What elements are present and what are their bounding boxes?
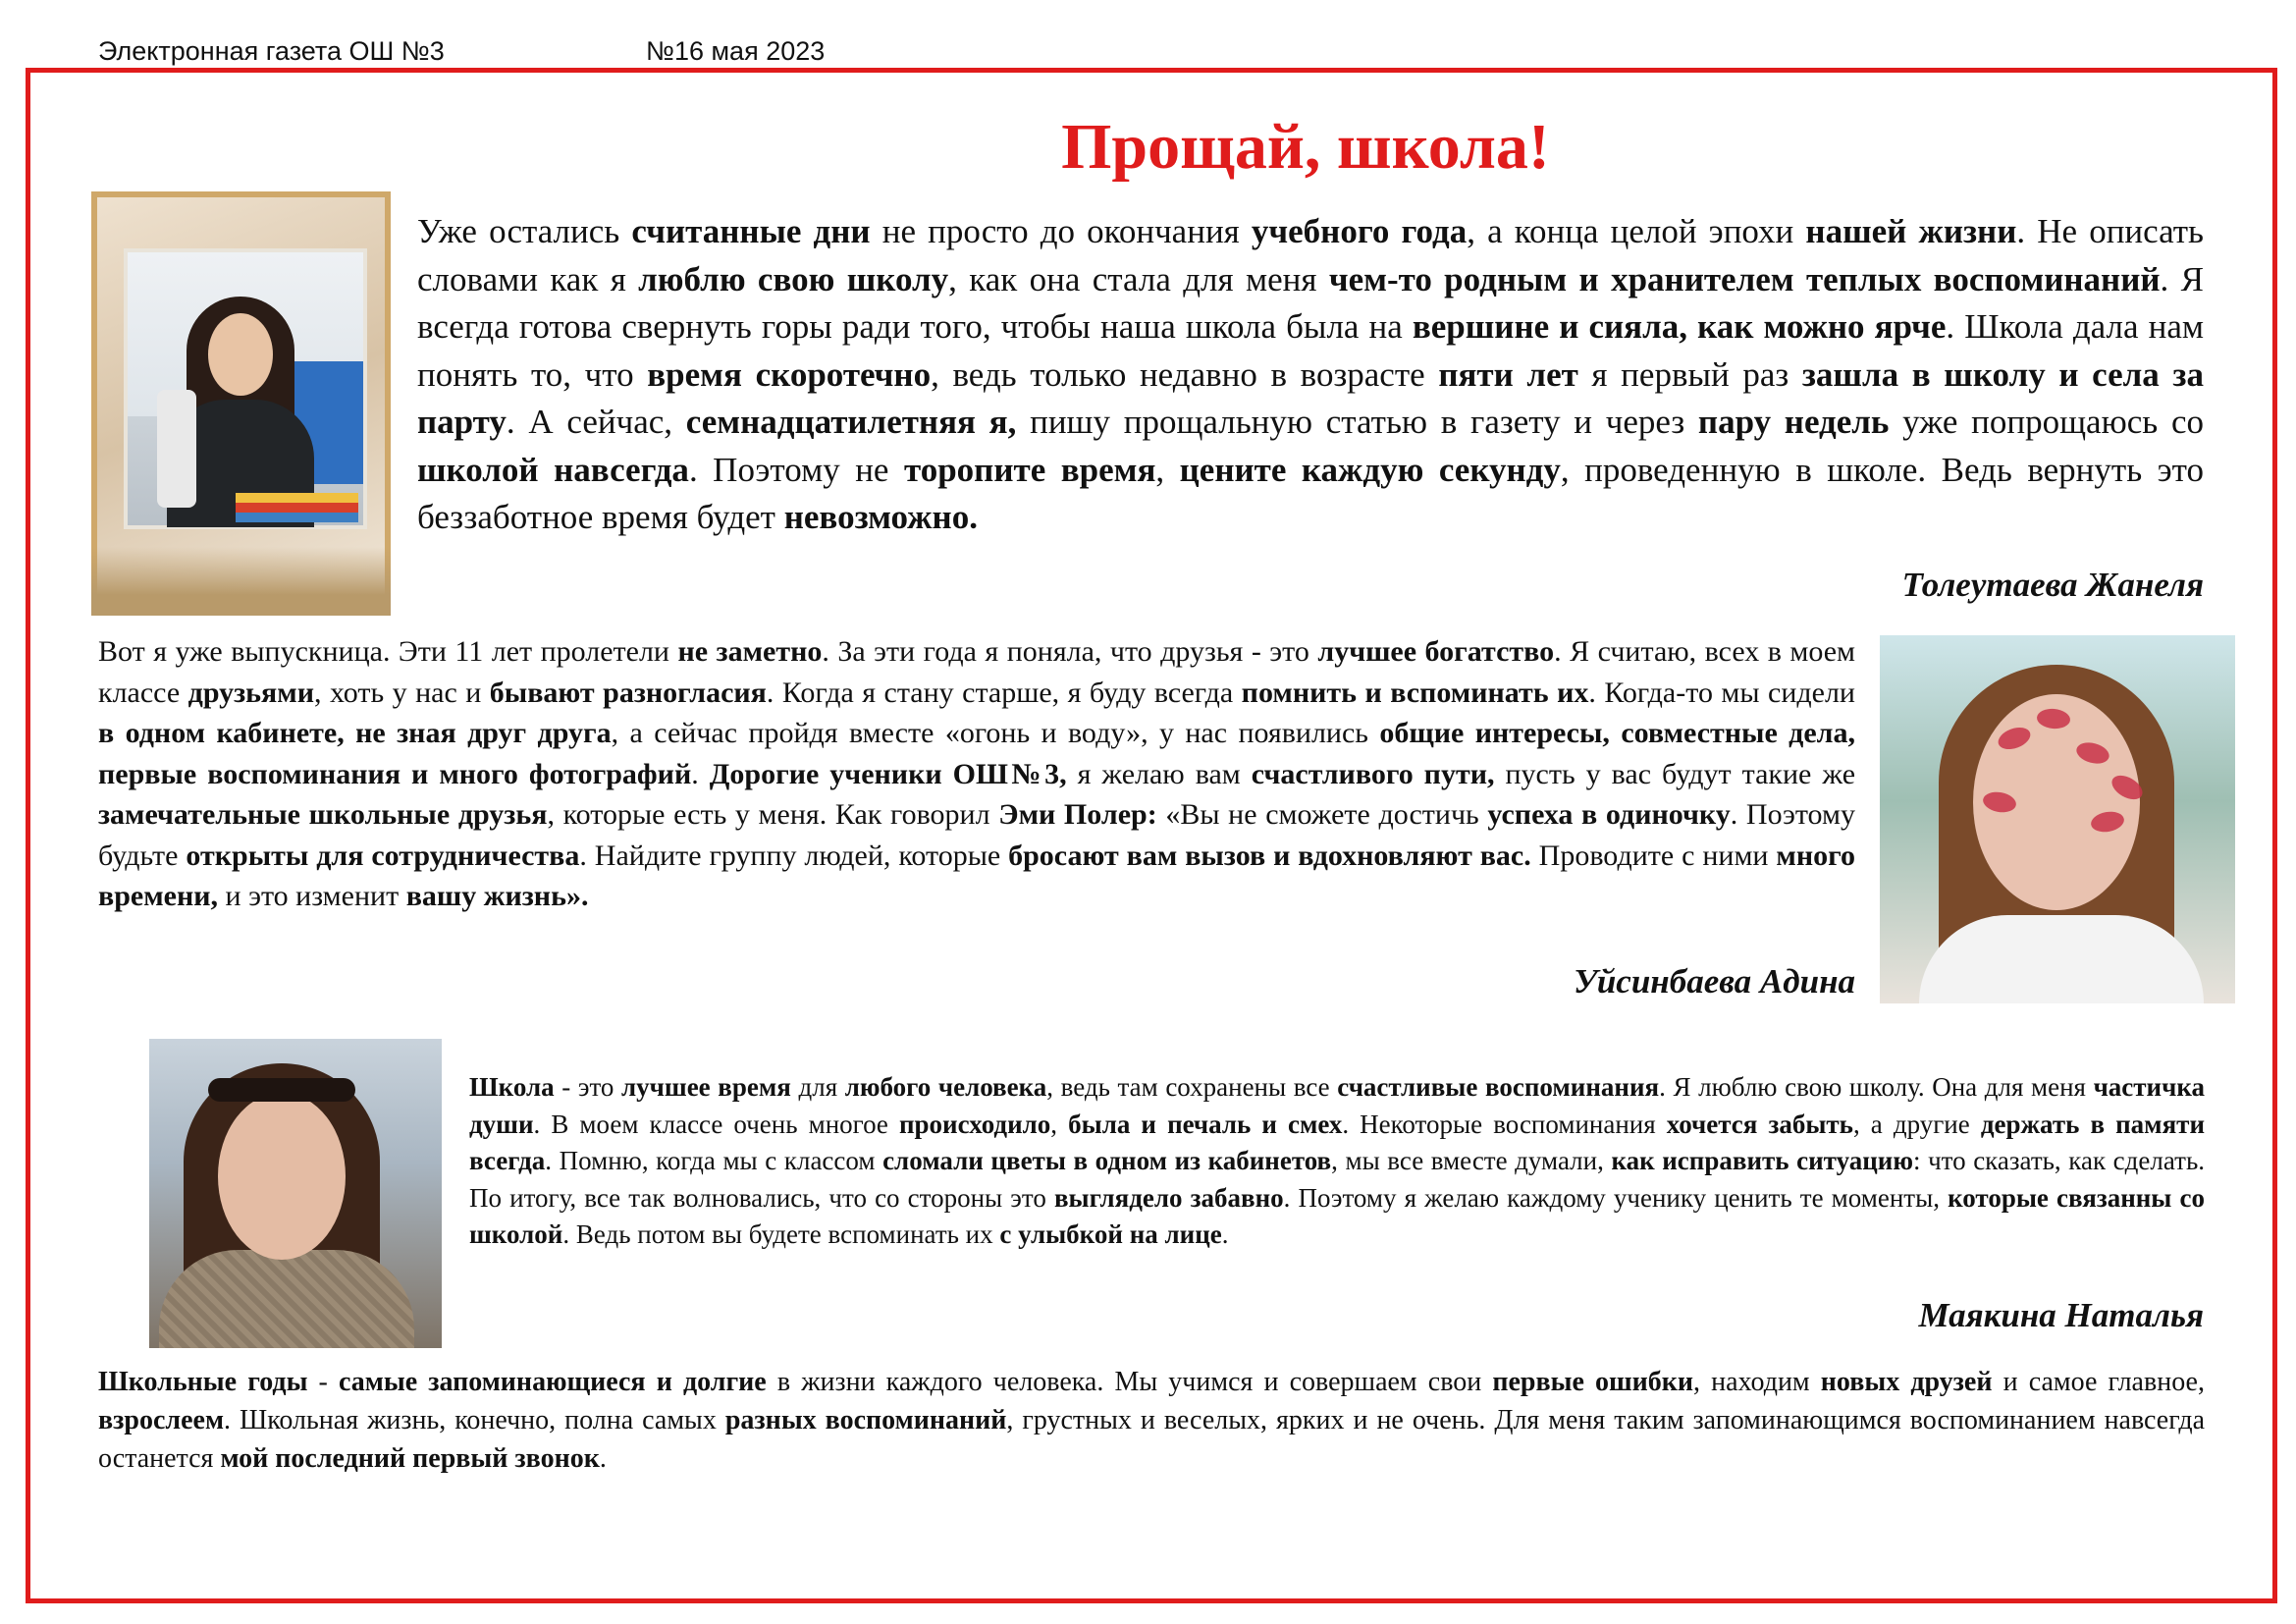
text-segment: пару недель	[1697, 403, 1890, 441]
text-segment: , находим	[1693, 1367, 1821, 1397]
text-segment: учебного года	[1251, 212, 1468, 250]
text-segment: любого человека	[844, 1072, 1047, 1102]
article-3-author: Маякина Наталья	[1918, 1296, 2204, 1334]
text-segment: время скоротечно	[647, 354, 932, 394]
text-segment: успеха в одиночку	[1487, 798, 1731, 831]
text-segment: . Поэтому будьте	[98, 798, 1855, 872]
text-segment: .	[599, 1443, 607, 1474]
text-segment: разных воспоминаний	[724, 1405, 1007, 1435]
text-segment: «Вы не сможете достичь	[1156, 798, 1488, 831]
text-segment: мой последний первый звонок	[220, 1443, 600, 1474]
text-segment: , ведь только недавно в возрасте	[931, 354, 1439, 394]
text-segment: ,	[1050, 1109, 1069, 1139]
text-segment: , ведь там сохранены все	[1046, 1072, 1338, 1102]
text-segment: считанные дни	[631, 212, 871, 250]
text-segment: бывают разногласия	[489, 676, 767, 709]
text-segment: , а другие	[1852, 1109, 1981, 1139]
text-segment: Уже остались	[417, 212, 632, 250]
text-segment: , мы все вместе думали,	[1331, 1146, 1612, 1176]
text-segment: , как она стала для меня	[948, 259, 1329, 298]
text-segment: торопите время	[903, 450, 1156, 489]
text-segment: . Найдите группу людей, которые	[579, 839, 1009, 872]
text-segment: Эми Полер:	[998, 798, 1157, 831]
text-segment: - это	[554, 1072, 622, 1102]
text-segment: , а сейчас пройдя вместе «огонь и воду», у нас появились	[611, 717, 1380, 749]
text-segment: сломали цветы в одном из кабинетов	[882, 1146, 1332, 1176]
article-2-text	[98, 631, 1855, 917]
text-segment: . Некоторые воспоминания	[1342, 1109, 1667, 1139]
text-segment: нашей жизни	[1805, 212, 2017, 250]
text-segment: счастливые воспоминания	[1337, 1072, 1660, 1102]
text-segment: вашу жизнь».	[405, 880, 589, 912]
text-segment: и самое главное,	[1992, 1367, 2205, 1397]
text-segment: не просто до окончания	[870, 212, 1252, 250]
text-segment: держать в памяти всегда	[469, 1109, 2206, 1176]
text-segment: цените каждую секунду	[1179, 450, 1561, 489]
text-segment: . Я всегда готова свернуть горы ради того, чтобы наша школа была на	[417, 259, 2205, 346]
text-segment: Проводите с ними	[1530, 839, 1777, 872]
text-segment: . Поэтому я желаю каждому ученику ценить те моменты,	[1283, 1182, 1949, 1213]
text-segment: Вот я уже выпускница. Эти 11 лет пролетели	[98, 635, 678, 668]
text-segment: . В моем классе очень многое	[533, 1109, 899, 1139]
text-segment: пяти лет	[1438, 354, 1578, 394]
text-segment: . За эти года я поняла, что друзья - это	[822, 635, 1318, 668]
text-segment: . Когда я стану старше, я буду всегда	[766, 676, 1242, 709]
text-segment: : что сказать, как сделать. По итогу, все так волновались, что со стороны это	[469, 1146, 2206, 1213]
text-segment: зашла в школу и села за парту	[417, 354, 2205, 441]
text-segment: чем-то родным и хранителем теплых воспоминаний	[1328, 259, 2161, 298]
text-segment: , которые есть у меня. Как говорил	[547, 798, 999, 831]
text-segment: хочется забыть	[1666, 1109, 1853, 1139]
text-segment: счастливого пути,	[1251, 757, 1495, 790]
text-segment: -	[307, 1367, 339, 1397]
text-segment: с улыбкой на лице	[999, 1219, 1222, 1250]
text-segment: . Когда-то мы сидели	[1588, 676, 1855, 709]
text-segment: выглядело забавно	[1053, 1182, 1284, 1213]
text-segment: люблю свою школу	[638, 259, 949, 298]
text-segment: я первый раз	[1577, 354, 1802, 394]
text-segment: школой навсегда	[417, 450, 689, 489]
text-segment: пусть у вас будут такие же	[1494, 757, 1856, 790]
text-segment: и это изменит	[218, 880, 406, 912]
text-segment: невозможно.	[783, 498, 978, 536]
text-segment: для	[790, 1072, 845, 1102]
text-segment: как исправить ситуацию	[1611, 1146, 1913, 1176]
text-segment: . Не описать словами как я	[417, 212, 2205, 298]
text-segment: происходило	[898, 1109, 1051, 1139]
text-segment: . Поэтому не	[688, 450, 904, 489]
text-segment: общие интересы, совместные дела, первые воспоминания и много фотографий	[98, 717, 1855, 790]
text-segment: в жизни каждого человека. Мы учимся и совершаем свои	[766, 1367, 1493, 1397]
text-segment: первые ошибки	[1492, 1367, 1694, 1397]
text-segment: семнадцатилетняя я,	[685, 403, 1017, 441]
text-segment: .	[1221, 1219, 1229, 1250]
article-2-author: Уйсинбаева Адина	[1573, 962, 1855, 1001]
text-segment: . Помню, когда мы с классом	[545, 1146, 883, 1176]
text-segment: самые запоминающиеся и долгие	[339, 1367, 767, 1397]
page-title: Прощай, школа!	[1061, 111, 1550, 183]
text-segment: частичка души	[469, 1072, 2205, 1139]
text-segment: вершине и сияла, как можно ярче	[1412, 307, 1947, 346]
text-segment: помнить и вспоминать их	[1241, 676, 1589, 709]
text-segment: ,	[1155, 450, 1180, 489]
article-1-text	[417, 208, 2204, 542]
text-segment: .	[691, 757, 710, 790]
text-segment: . А сейчас,	[506, 403, 686, 441]
text-segment: уже попрощаюсь со	[1889, 403, 2204, 441]
text-segment: , хоть у нас и	[313, 676, 490, 709]
text-segment: . Школьная жизнь, конечно, полна самых	[224, 1405, 725, 1435]
text-segment: много времени,	[98, 839, 1856, 912]
text-segment: Школьные годы	[98, 1367, 308, 1397]
text-segment: в одном кабинете, не зная друг друга	[98, 717, 612, 749]
text-segment: взрослеем	[98, 1405, 225, 1435]
text-segment: была и печаль и смех	[1068, 1109, 1343, 1139]
text-segment: замечательные школьные друзья	[98, 798, 548, 831]
article-3-text	[469, 1069, 2205, 1254]
text-segment: Дорогие ученики ОШ№3,	[709, 757, 1067, 790]
text-segment: лучшее время	[621, 1072, 791, 1102]
text-segment: . Ведь потом вы будете вспоминать их	[562, 1219, 1000, 1250]
text-segment: не заметно	[677, 635, 823, 668]
text-segment: , грустных и веселых, ярких и не очень. Для меня таким запоминающимся воспоминанием навсегда останется	[98, 1405, 2205, 1474]
text-segment: . Школа дала нам понять то, что	[417, 307, 2204, 394]
text-segment: которые связанны со школой	[469, 1182, 2205, 1250]
text-segment: я желаю вам	[1066, 757, 1252, 790]
portrait-girl-sunglasses-icon	[149, 1039, 442, 1348]
text-segment: Школа	[469, 1072, 555, 1102]
text-segment: . Я считаю, всех в моем классе	[98, 635, 1856, 709]
issue-date: №16 мая 2023	[646, 36, 826, 66]
text-segment: , проведенную в школе. Ведь вернуть это беззаботное время будет	[417, 450, 2205, 536]
text-segment: пишу прощальную статью в газету и через	[1016, 403, 1698, 441]
text-segment: , а конца целой эпохи	[1467, 212, 1806, 250]
portrait-girl-lab-icon	[91, 191, 391, 616]
text-segment: открыты для сотрудничества	[186, 839, 580, 872]
newspaper-name: Электронная газета ОШ №3	[98, 36, 445, 66]
text-segment: друзьями	[187, 676, 314, 709]
text-segment: лучшее богатство	[1317, 635, 1555, 668]
text-segment: бросают вам вызов и вдохновляют вас.	[1008, 839, 1531, 872]
article-4-text	[98, 1363, 2205, 1478]
article-1-author: Толеутаева Жанеля	[1901, 566, 2204, 604]
portrait-girl-kiss-marks-icon	[1880, 635, 2235, 1003]
text-segment: . Я люблю свою школу. Она для меня	[1659, 1072, 2094, 1102]
text-segment: новых друзей	[1820, 1367, 1993, 1397]
